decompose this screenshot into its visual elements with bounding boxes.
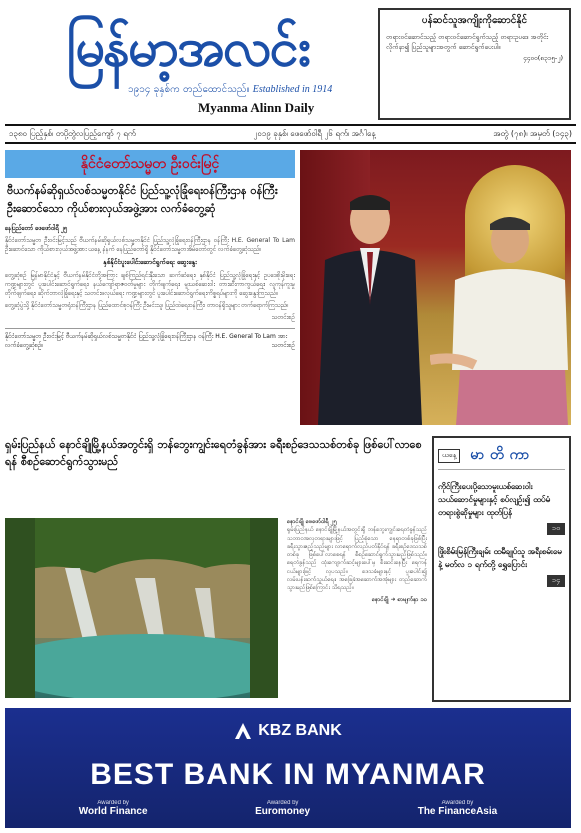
ad-brand: KBZ BANK	[258, 722, 342, 740]
kbz-logo-icon	[234, 722, 252, 740]
masthead	[8, 8, 368, 115]
award-label: Awarded by	[441, 800, 474, 806]
waterfall-photo[interactable]	[5, 518, 278, 698]
person-in-traditional-dress	[430, 210, 570, 425]
contents-header	[438, 442, 565, 470]
second-byline: နောင်ချို ဖေဖော်ဝါရီ ၂၅	[287, 519, 337, 525]
ad-logo	[5, 722, 571, 740]
second-headline[interactable]: ရှမ်းပြည်နယ် နောင်ချိုမြို့နယ်အတွင်းရှိ ဘန်ဘွေးကျွင်းရေတံခွန်အား ခရီးစဉ်ဒေသသစ်တစ်ခု ဖြစ်ပေါ်လာစေရန် စီစဉ်ဆောင်ရွက်သွားမည်	[5, 438, 422, 468]
newspaper-logo[interactable]: မြန်မာ့အလင်း	[66, 18, 310, 78]
lead-source: သတင်းစဉ်	[271, 314, 295, 321]
lead-paragraph: တွေ့ဆုံစဉ် မြန်မာနိုင်ငံနှင့် ဗီယက်နမ်နိုင်ငံတို့အကြား ချစ်ကြည်ရင်းနှီးသော ဆက်ဆံရေး၊ နှစ်နိုင်ငံ ပြည်သူ့လုံခြုံရေးနှင့် ဥပဒေစိုးမိုးရေး ကဏ္ဍများတွင် ပူးပေါင်းဆောင်ရွက်ရေး၊ နယ်ကျော်ရာဇဝတ်မှုများ တိုက်ဖျက်ရေး၊ မူးယစ်ဆေးဝါး တားဆီးကာကွယ်ရေး၊ လူကုန်ကူးမှု တိုက်ဖျက်ရေး၊ ဆိုက်ဘာလုံခြုံရေးနှင့် သတင်းဖလှယ်ရေး ကဏ္ဍများတွင် ပူးပေါင်းဆောင်ရွက်ရေးကိစ္စရပ်များကို ဆွေးနွေးကြသည်။	[5, 272, 295, 297]
established-mm: ၁၉၁၄ ခုနှစ်က တည်ထောင်သည်။	[128, 84, 250, 95]
award-org: Euromoney	[255, 806, 311, 817]
lead-photo[interactable]	[300, 150, 571, 425]
caption-text: နိုင်ငံတော်သမ္မတ ဦးဝင်းမြင့် ဗီယက်နမ်ဆိုရှယ်လစ်သမ္မတနိုင်ငံ ပြည်သူ့လုံခြုံရေးဝန်ကြီးဌာန ဝန်ကြီး H.E. General To Lam အား လက်ခံတွေ့ဆုံစဉ်။	[5, 333, 288, 349]
award-item	[418, 800, 497, 817]
lead-paragraph: နိုင်ငံတော်သမ္မတ ဦးဝင်းမြင့်သည် ဗီယက်နမ်ဆိုရှယ်လစ်သမ္မတနိုင်ငံ ပြည်သူ့လုံခြုံရေးဝန်ကြီးဌာန ဝန်ကြီး H.E. General To Lam ဦးဆောင်သော ကိုယ်စားလှယ်အဖွဲ့အား ယနေ့ နံနက် နေပြည်တော်ရှိ နိုင်ငံတော်သမ္မတအိမ်တော်တွင် လက်ခံတွေ့ဆုံသည်။	[5, 237, 295, 253]
award-org: World Finance	[78, 806, 148, 817]
person-in-suit	[310, 190, 430, 425]
contents-item[interactable]: ဖြိုးစိမ်းမြန်ကြီးချမ်း ထမီချုပ်သူ အရီးစမ်းမေနဲ့ မတ်လ ၁ ရက်တို့ ရွှေပြောင်း	[438, 547, 562, 569]
contents-box	[432, 436, 571, 702]
award-label: Awarded by	[266, 800, 299, 806]
date-bar	[5, 124, 576, 144]
caption-credit: သတင်းစဉ်	[271, 342, 295, 349]
page-number[interactable]: ၁၀	[547, 523, 565, 535]
award-label: Awarded by	[97, 800, 129, 806]
lead-paragraph: တွေ့ဆုံပွဲသို့ နိုင်ငံတော်သမ္မတရုံးဝန်ကြီးဌာန ပြည်ထောင်စုဝန်ကြီး ဦးမင်းသူ၊ ပြည်ထဲရေးဝန်ကြီး၊ တာဝန်ရှိသူများ တက်ရောက်ကြသည်။	[5, 302, 289, 309]
english-title: Myanma Alinn Daily	[198, 100, 315, 115]
notice-title: ပန်ဆင်သူအကျိုးကိုဆောင်နိုင်	[421, 15, 528, 26]
page-ref	[438, 575, 565, 587]
top-notice-box	[378, 8, 571, 120]
lead-byline: နေပြည်တော် ဖေဖော်ဝါရီ ၂၅	[5, 225, 68, 232]
page-ref	[438, 523, 565, 535]
lead-banner: နိုင်ငံတော်သမ္မတ ဦးဝင်းမြင့်	[5, 150, 295, 178]
award-list	[25, 800, 551, 817]
second-story-body	[287, 518, 427, 698]
waterfall-illustration	[5, 518, 278, 698]
contents-item[interactable]: ကိုင်ကြီးပေးပို့သောမူးယစ်ဆေးဝါးသယ်ဆောင်မှုများနှင့် စပ်လျဉ်း၍ ထပ်မံတရားစွဲဆိုမှုများ ထုတ်ပြန်	[438, 482, 551, 517]
notice-code: ၄၄ဝ၀(၈၃၁၅-၂)	[523, 54, 563, 62]
date-mm-calendar: ၁၃၈၀ ပြည့်နှစ်၊ တပို့တွဲလပြည့်ကျော် ၇ ရက်	[9, 129, 136, 138]
established-en: Established in 1914	[252, 84, 333, 95]
lead-story	[5, 150, 295, 428]
second-paragraph: ရှမ်းပြည်နယ် နောင်ချိုမြို့နယ်အတွင်းရှိ ဘန်ဘွေးကျွင်းရေတံခွန်သည် သဘာဝအလှတရားများဖြင့် ပြည့်စုံသော နေရာတစ်ခုဖြစ်ပြီး ခရီးသွားဧည့်သည်များ လာရောက်လည်ပတ်နိုင်ရန် ခရီးစဉ်ဒေသသစ်တစ်ခု ဖြစ်ပေါ်လာစေရန် စီစဉ်ဆောင်ရွက်သွားမည်ဖြစ်သည်။ ရေတံခွန်သည် ထုံးကျောက်ဆင့်များပေါ်မှ စီးဆင်းနေပြီး ရေကန်ငယ်များဖြင့် လှပသည်။ ဒေသခံများနှင့် ပူးပေါင်း၍ လမ်းပန်းဆက်သွယ်ရေး၊ အခြေခံအဆောက်အအုံများ တည်ဆောက်သွားမည်ဖြစ်ကြောင်း သိရသည်။	[287, 527, 427, 592]
issue-number: အတွဲ (၇၈)၊ အမှတ် (၁၄၃)	[493, 129, 572, 138]
date-gregorian: ၂၀၁၉ ခုနှစ်၊ ဖေဖော်ဝါရီ ၂၆ ရက်၊ အင်္ဂါနေ့	[253, 129, 376, 138]
award-org: The FinanceAsia	[417, 806, 498, 817]
photo-caption	[5, 328, 295, 350]
notice-body: တရားဝင်ဆောင်သည့် တရားဝင်ဆောင်ရွက်သည့် တရားဥပဒေ အတိုင်းလိုက်နာ၍ ပြည်သူများအတွက် ဆောင်ရွက်ပေးပါ။	[386, 33, 549, 51]
lead-headline[interactable]: ဗီယက်နမ်ဆိုရှယ်လစ်သမ္မတနိုင်ငံ ပြည်သူ့လုံခြုံရေးဝန်ကြီးဌာန ဝန်ကြီး ဦးဆောင်သော ကိုယ်စားလှယ်အဖွဲ့အား လက်ခံတွေ့ဆုံ	[7, 184, 278, 215]
continued-link[interactable]: နောင်ချို ➜ စာမျက်နှာ ၁၀	[371, 596, 427, 603]
page-number[interactable]: ၁၄	[547, 575, 565, 587]
contents-title: မာတိကာ	[470, 447, 536, 463]
kbz-bank-ad[interactable]	[5, 708, 571, 828]
ad-tagline: BEST BANK IN MYANMAR	[90, 758, 486, 791]
second-story	[5, 436, 427, 470]
award-item	[79, 800, 148, 817]
established-line	[128, 82, 332, 97]
award-item	[255, 800, 310, 817]
lead-subhead: နှစ်နိုင်ငံပူးပေါင်းဆောင်ရွက်ရေး ဆွေးနွေး	[103, 258, 197, 266]
today-tag: ယနေ့	[438, 449, 460, 463]
